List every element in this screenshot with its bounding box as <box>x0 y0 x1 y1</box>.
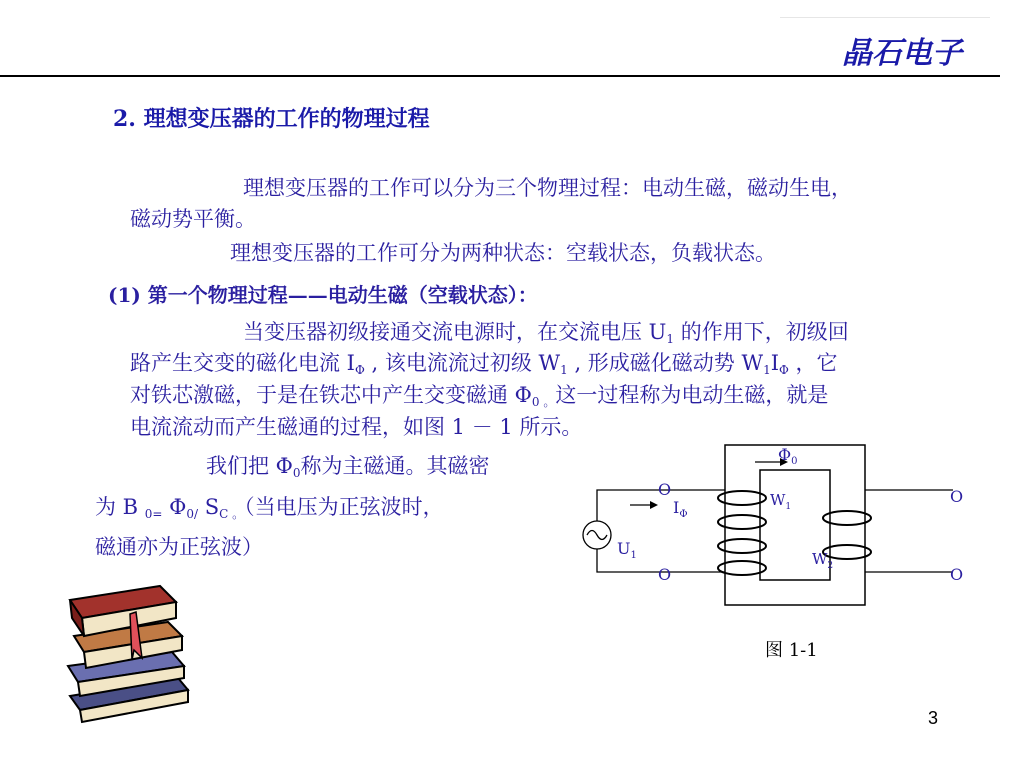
svg-text:Φ0: $\Phi_0$ <box>778 445 798 467</box>
transformer-diagram <box>575 440 975 630</box>
section-title: 2. 理想变压器的工作的物理过程 <box>113 106 430 132</box>
books-icon <box>60 578 200 728</box>
svg-text:O: O <box>658 480 672 499</box>
paragraph-4-line-3: 磁通亦为正弦波） <box>95 535 263 559</box>
paragraph-1-line-1: 理想变压器的工作可以分为三个物理过程：电动生磁，磁动生电， <box>243 176 852 200</box>
svg-text:W1: $W_1$ <box>770 491 792 512</box>
svg-text:O: O <box>658 565 672 584</box>
page-number: 3 <box>927 708 938 728</box>
paragraph-1-line-2: 磁动势平衡。 <box>130 207 256 231</box>
paragraph-2: 理想变压器的工作可分为两种状态：空载状态，负载状态。 <box>230 241 776 265</box>
header-divider <box>0 75 1000 77</box>
svg-text:IΦ: $I_\Phi$ <box>673 498 688 520</box>
header-top-rule <box>780 17 990 18</box>
svg-text:W2: $W_2$ <box>812 550 834 571</box>
svg-text:O: O <box>950 565 964 584</box>
figure-caption: 图 1-1 <box>765 640 818 661</box>
step-1-heading: (1) 第一个物理过程——电动生磁（空载状态）： <box>108 283 538 307</box>
paragraph-4-line-1: 我们把 $\Phi_0$称为主磁通。其磁密 <box>206 454 490 480</box>
svg-text:O: O <box>950 487 964 506</box>
paragraph-4-line-2: 为 B $_{0=}$ $\Phi_{0/}$ $S_{C 。}$（当电压为正弦波时， <box>95 495 444 521</box>
paragraph-3-line-1: 当变压器初级接通交流电源时，在交流电压 $U_1$ 的作用下，初级回 <box>243 320 849 346</box>
paragraph-3-line-4: 电流流动而产生磁通的过程，如图 1 － 1 所示。 <box>130 415 583 439</box>
paragraph-3-line-3: 对铁芯激磁，于是在铁芯中产生交变磁通 $\Phi_{0 。}$这一过程称为电动生磁，就是 <box>130 383 829 409</box>
brand-logo-text: 晶石电子 <box>842 36 962 71</box>
svg-text:U1: $U_1$ <box>617 539 637 561</box>
paragraph-3-line-2: 路产生交变的磁化电流 $I_\Phi$ , 该电流流过初级 $W_1$ , 形成磁化磁动势 $W_1I_\Phi$ ，它 <box>130 351 838 377</box>
